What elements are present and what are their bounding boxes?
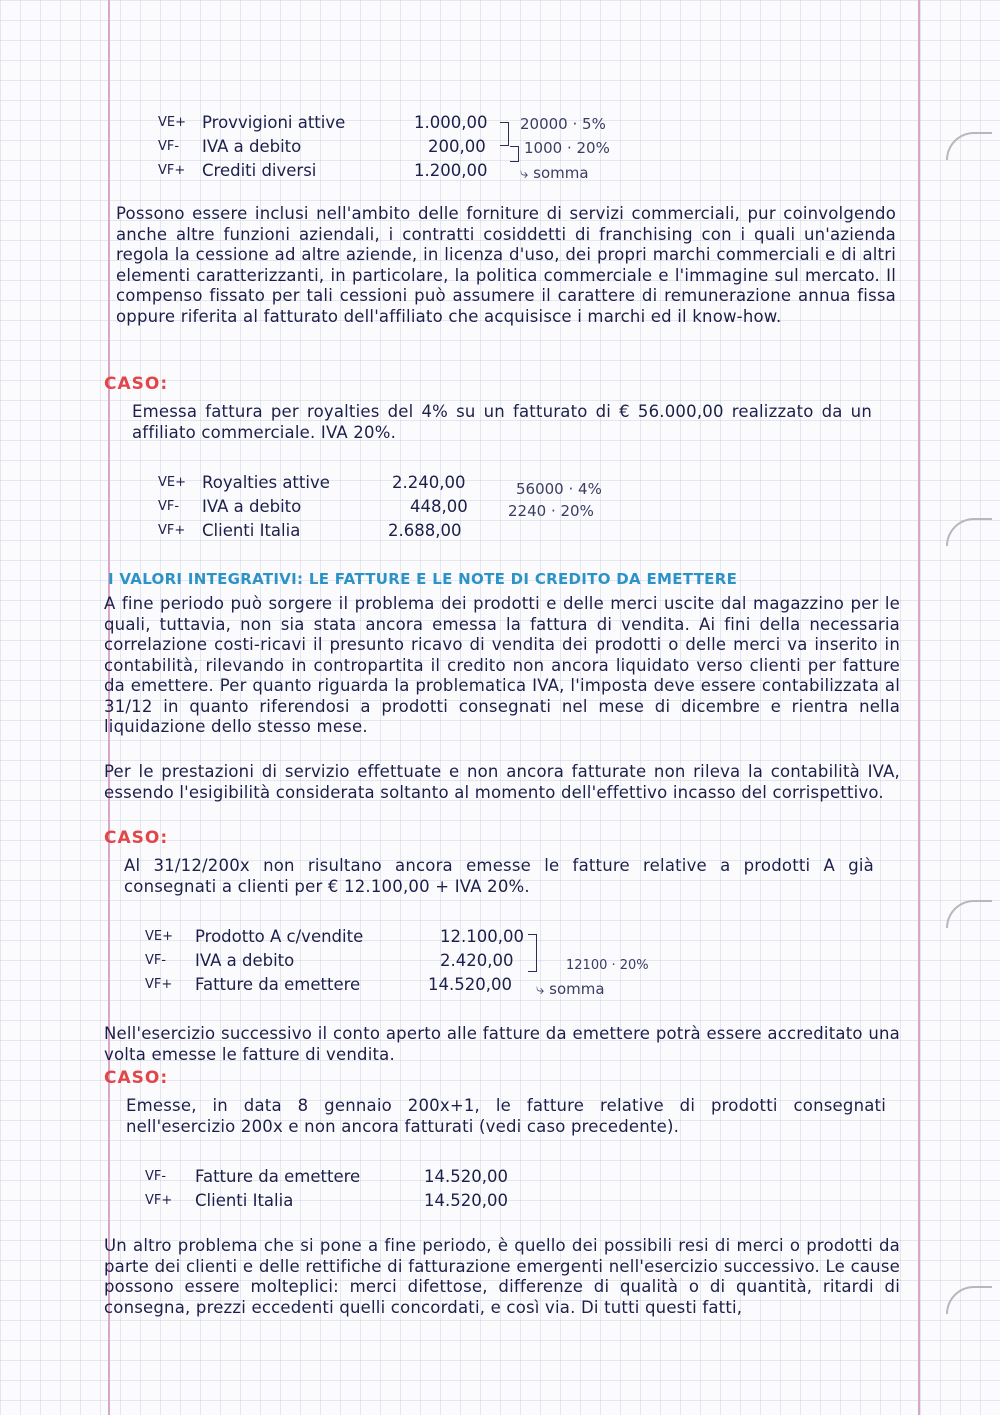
calc-note: ⤷ somma (536, 980, 605, 998)
right-margin-line (918, 0, 920, 1415)
entry-amount: 12.100,00 (440, 927, 524, 946)
entry-amount: 14.520,00 (428, 975, 512, 994)
paragraph-fatture-da-emettere (104, 594, 900, 738)
caso-label: CASO: (104, 828, 169, 848)
entry-code: VE+ (158, 475, 186, 490)
caso-1-text (132, 402, 872, 443)
entry-amount: 2.420,00 (440, 951, 514, 970)
entry-account: IVA a debito (202, 137, 302, 156)
entry-account: Prodotto A c/vendite (195, 927, 364, 946)
calc-note: 2240 · 20% (508, 502, 594, 520)
entry-account: Crediti diversi (202, 161, 317, 180)
binder-hole-mark (946, 900, 992, 928)
entry-amount: 448,00 (410, 497, 468, 516)
caso-text: Al 31/12/200x non risultano ancora emesse le fatture relative a prodotti A già consegnati a clienti per € 12.100,00 + IVA 20%. (124, 856, 874, 896)
entry-amount: 200,00 (428, 137, 486, 156)
entry-code: VF- (158, 499, 180, 514)
paragraph-text: Possono essere inclusi nell'ambito delle forniture di servizi commerciali, pur coinvolgendo anche altre funzioni aziendali, i contratti cosiddetti di franchising con i quali un'azienda regola la cessione ad altre aziende, in licenza d'uso, dei propri marchi commerciali e di altri elementi caratterizzanti, in particolare, la politica commerciale e l'immagine sul mercato. Il compenso fissato per tali cessioni può assumere il carattere di remunerazione annua fissa oppure riferita al fatturato dell'affiliato che acquisisce i marchi ed il know-how. (116, 204, 896, 326)
entry-amount: 1.000,00 (414, 113, 488, 132)
entry-code: VE+ (158, 115, 186, 130)
entry-amount: 2.688,00 (388, 521, 462, 540)
paragraph-franchising (116, 204, 896, 327)
caso-text: Emesse, in data 8 gennaio 200x+1, le fatture relative di prodotti consegnati nell'esercizio 200x e non ancora fatturati (vedi caso precedente). (126, 1096, 886, 1136)
caso-3-text (126, 1096, 886, 1137)
binder-hole-mark (946, 132, 992, 160)
bracket (500, 122, 509, 146)
entry-amount: 14.520,00 (424, 1167, 508, 1186)
entry-code: VF- (158, 139, 180, 154)
entry-amount: 14.520,00 (424, 1191, 508, 1210)
entry-code: VF+ (158, 523, 186, 538)
entry-account: Clienti Italia (202, 521, 301, 540)
entry-account: Fatture da emettere (195, 1167, 361, 1186)
caso-text: Emessa fattura per royalties del 4% su un fatturato di € 56.000,00 realizzato da un affiliato commerciale. IVA 20%. (132, 402, 872, 442)
entry-amount: 1.200,00 (414, 161, 488, 180)
calc-note: 56000 · 4% (516, 480, 602, 498)
binder-hole-mark (946, 1286, 992, 1314)
paragraph-text: Un altro problema che si pone a fine periodo, è quello dei possibili resi di merci o prodotti da parte dei clienti e delle rettifiche di fatturazione emergenti nell'esercizio successivo. Le cause possono essere molteplici: merci difettose, differenze di qualità o di quantità, ritardi di consegna, prezzi eccedenti quelli concordati, e così via. Di tutti questi fatti, (104, 1236, 900, 1317)
entry-account: IVA a debito (202, 497, 302, 516)
entry-account: IVA a debito (195, 951, 295, 970)
entry-code: VF+ (158, 163, 186, 178)
entry-account: Fatture da emettere (195, 975, 361, 994)
section-heading: I VALORI INTEGRATIVI: LE FATTURE E LE NOTE DI CREDITO DA EMETTERE (108, 570, 738, 588)
caso-label: CASO: (104, 1068, 169, 1088)
paragraph-text: Nell'esercizio successivo il conto aperto alle fatture da emettere potrà essere accreditato una volta emesse le fatture di vendita. (104, 1024, 900, 1064)
entry-account: Provvigioni attive (202, 113, 346, 132)
entry-code: VF+ (145, 977, 173, 992)
entry-account: Royalties attive (202, 473, 330, 492)
calc-note: 1000 · 20% (524, 139, 610, 157)
binder-hole-mark (946, 518, 992, 546)
entry-amount: 2.240,00 (392, 473, 466, 492)
bracket (510, 146, 519, 162)
paragraph-text: A fine periodo può sorgere il problema dei prodotti e delle merci uscite dal magazzino per le quali, tuttavia, non sia stata ancora emessa la fattura di vendita. Ai fini della necessaria correlazione costi-ricavi il presunto ricavo di vendita dei prodotti o delle merci va inserito in contabilità, rilevando in contropartita il credito non ancora liquidato verso clienti per fatture da emettere. Per quanto riguarda la problematica IVA, l'imposta deve essere contabilizzata al 31/12 in quanto riferendosi a prodotti consegnati nel mese di dicembre e rientra nella liquidazione dello stesso mese. (104, 594, 900, 736)
calc-note: ⤷ somma (520, 164, 589, 182)
entry-code: VF+ (145, 1193, 173, 1208)
entry-account: Clienti Italia (195, 1191, 294, 1210)
calc-note: 12100 · 20% (566, 958, 649, 973)
paragraph-esercizio-successivo (104, 1024, 900, 1065)
entry-code: VF- (145, 953, 167, 968)
paragraph-text: Per le prestazioni di servizio effettuate e non ancora fatturate non rileva la contabilità IVA, essendo l'esigibilità considerata soltanto al momento dell'effettivo incasso del corrispettivo. (104, 762, 900, 802)
paragraph-prestazioni-servizio (104, 762, 900, 803)
calc-note: 20000 · 5% (520, 115, 606, 133)
bracket (528, 934, 537, 972)
caso-label: CASO: (104, 374, 169, 394)
caso-2-text (124, 856, 874, 897)
entry-code: VE+ (145, 929, 173, 944)
paragraph-resi (104, 1236, 900, 1318)
entry-code: VF- (145, 1169, 167, 1184)
